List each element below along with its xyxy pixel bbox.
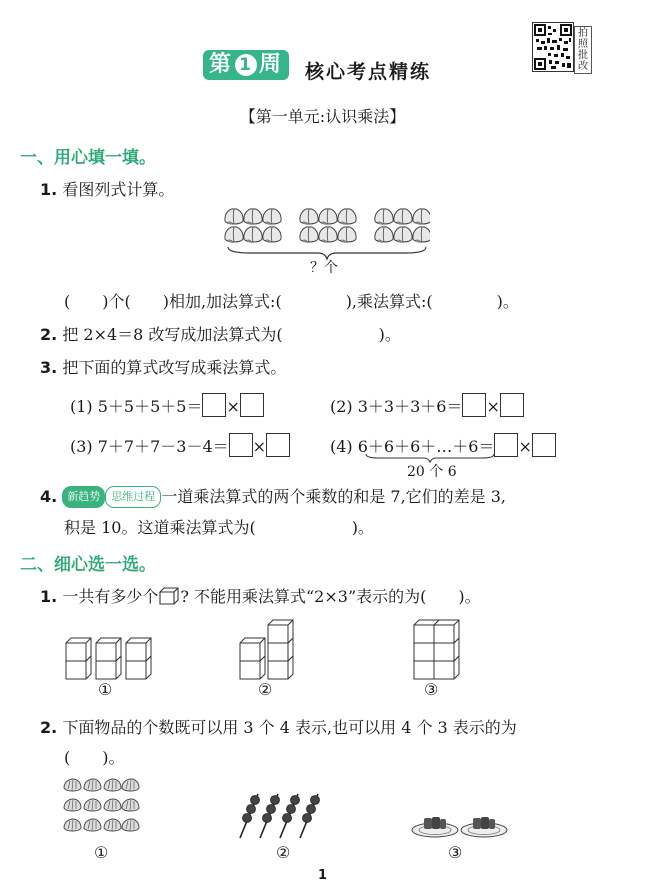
question-2-2-line-2: ( )。 [64,748,125,767]
question-text: ? 不能用乘法算式“2×3”表示的为( )。 [180,587,481,606]
question-2-1 [40,586,481,607]
question-text: 看图列式计算。 [62,180,175,199]
option-label-3[interactable]: ③ [424,680,439,699]
question-1-1-blanks: ( )个( )相加,加法算式:( ),乘法算式:( )。 [64,292,519,311]
times-sign: × [486,397,500,416]
peach-groups-figure [220,205,430,265]
option-label-2[interactable]: ② [258,680,273,699]
expression: (1) 5＋5＋5＋5＝ [70,397,203,416]
option-label-2[interactable]: ② [276,843,291,862]
question-number: 3. [40,358,58,377]
section-1-title: 一、用心填一填。 [20,148,156,168]
option-label-1[interactable]: ① [94,843,109,862]
thinking-process-tag: 思维过程 [105,486,161,508]
cube-stacks-figure [62,615,462,681]
option-label-3[interactable]: ③ [448,843,463,862]
answer-box[interactable] [500,393,524,417]
question-text: 把 2×4＝8 改写成加法算式为( )。 [62,325,401,344]
answer-box[interactable] [494,433,518,457]
expression: (4) 6＋6＋6＋…＋6＝ [330,437,495,456]
answer-box[interactable] [229,433,253,457]
question-1-3 [40,358,286,378]
expression: (2) 3＋3＋3＋6＝ [330,397,463,416]
badge-number: 1 [235,54,257,76]
cube-stack-3 [414,620,459,679]
question-number: 1. [40,587,58,606]
times-sign: × [252,437,267,456]
week-badge [203,50,289,80]
answer-box[interactable] [240,393,264,417]
question-number: 1. [40,180,58,199]
qr-code-icon[interactable] [532,22,574,72]
badge-suffix: 周 [259,52,284,77]
question-1-3-part-2 [330,393,524,417]
cube-icon [158,586,180,606]
peach-group-1 [225,209,281,242]
question-text: 把下面的算式改写成乘法算式。 [62,358,287,377]
new-trend-tag: 新趋势 [62,486,105,508]
scan-to-grade-label: 拍照批改 [574,26,592,74]
question-text: 一道乘法算式的两个乘数的和是 7,它们的差是 3, [161,487,507,506]
question-1-3-part-1 [70,393,264,417]
expression: (3) 7＋7＋7－3－4＝ [70,437,229,456]
answer-box[interactable] [532,433,556,457]
plates-figure [410,810,510,840]
question-number: 2. [40,718,58,737]
cube-stack-2 [240,620,293,679]
answer-box[interactable] [202,393,226,417]
badge-prefix: 第 [208,52,233,77]
page-number: 1 [317,868,328,883]
cube-stack-1 [66,638,151,679]
question-1-1 [40,180,174,200]
underbrace-label: 20 个 6 [407,464,457,480]
unit-title: 【第一单元:认识乘法】 [239,107,406,126]
question-2-2 [40,718,517,738]
question-1-4 [40,486,506,508]
brace-label: ？个 [310,260,338,276]
answer-box[interactable] [462,393,486,417]
question-text: 下面物品的个数既可以用 3 个 4 表示,也可以用 4 个 3 表示的为 [62,718,517,737]
option-label-1[interactable]: ① [98,680,113,699]
peach-group-3 [375,209,430,242]
question-1-3-part-3 [70,433,290,457]
question-number: 4. [40,487,58,506]
question-number: 2. [40,325,58,344]
question-1-2 [40,325,401,345]
times-sign: × [226,397,240,416]
question-text: 一共有多少个 [62,587,159,606]
section-2-title: 二、细心选一选。 [20,555,156,575]
page-title: 核心考点精练 [305,61,432,83]
shells-figure [62,775,142,841]
answer-box[interactable] [266,433,290,457]
question-1-4-line-2: 积是 10。这道乘法算式为( )。 [64,518,374,537]
times-sign: × [518,437,532,456]
skewers-figure [236,790,332,840]
peach-group-2 [300,209,356,242]
